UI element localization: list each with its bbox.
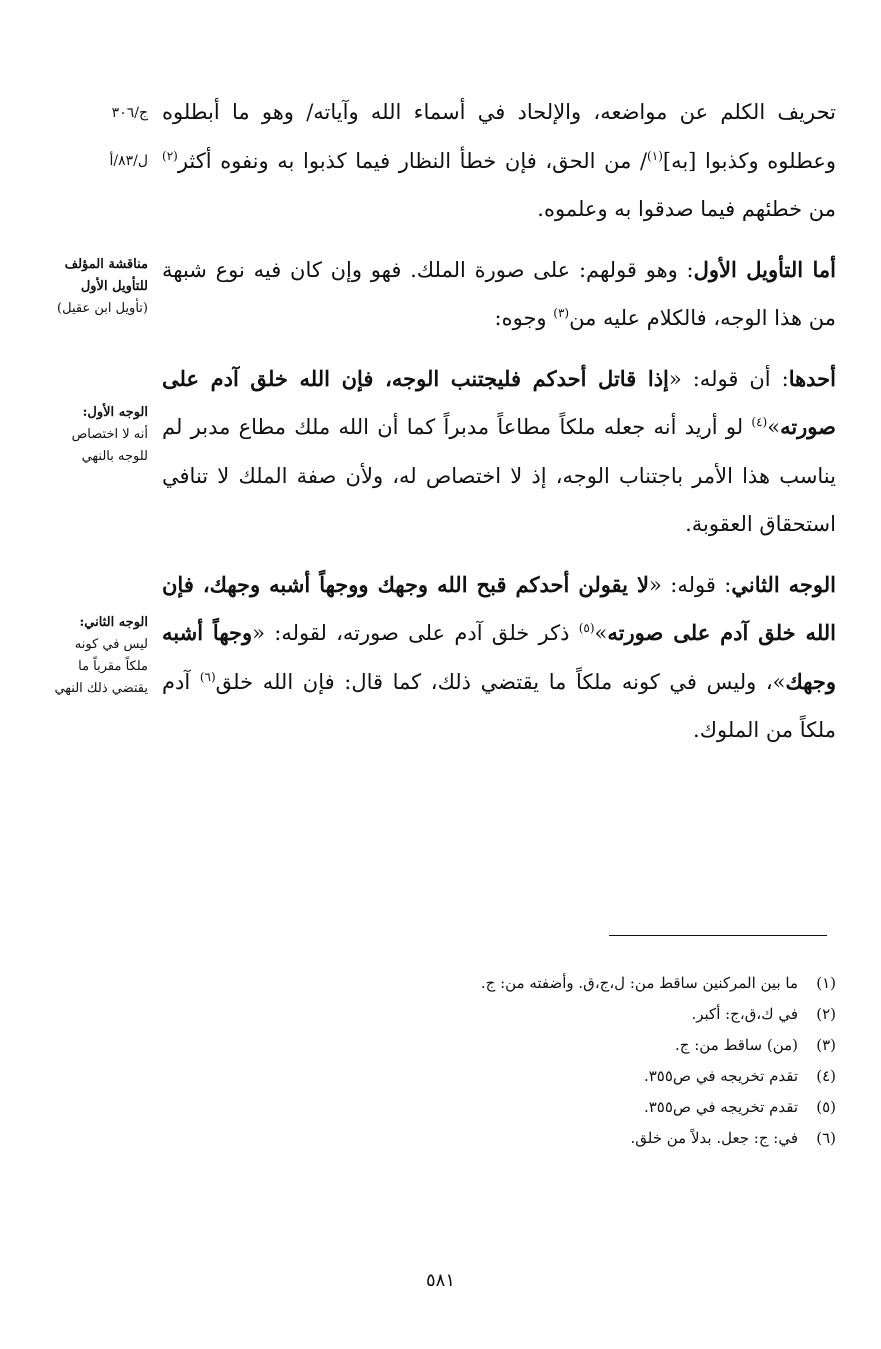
margin-ref-manuscript: ل/٨٣/أ: [109, 153, 148, 169]
text-run: آدم ملكاً من الملوك.: [162, 669, 836, 742]
text-run: : أن قوله: «: [668, 366, 789, 391]
footnotes: [116, 968, 836, 1154]
text-run: : قوله: «: [649, 572, 732, 597]
footnote-text: ما بين المركنين ساقط من: ل،ج،ق. وأضفته من: ج.: [480, 974, 798, 992]
margin-note-3: [50, 612, 148, 700]
footnote-item: [116, 1030, 836, 1061]
footnote-item: [116, 1092, 836, 1123]
margin-note-title: الوجه الأول:: [82, 405, 148, 420]
footnote-ref: (٤): [751, 415, 768, 429]
margin-note-body: أنه لا اختصاص للوجه بالنهي: [71, 427, 148, 464]
footnote-item: [116, 1123, 836, 1154]
footnote-number: (١): [816, 974, 836, 992]
footnote-number: (٤): [816, 1067, 836, 1085]
paragraph-second-aspect: [162, 561, 836, 755]
footnote-divider: [609, 935, 827, 936]
footnote-text: في ك،ق،ج: أكبر.: [691, 1005, 798, 1023]
text-run: »، وليس في كونه ملكاً ما يقتضي ذلك، كما قال: فإن الله خلق: [215, 669, 786, 694]
footnote-number: (٢): [816, 1005, 836, 1023]
text-run: وجوه:: [494, 306, 554, 330]
text-run: : وهو قولهم: على صورة الملك. فهو وإن كان فيه نوع شبهة من هذا الوجه، فالكلام عليه من: [162, 257, 836, 330]
footnote-item: [116, 968, 836, 999]
main-text: [162, 88, 836, 755]
text-run: من خطئهم فيما صدقوا به وعلموه.: [537, 197, 836, 221]
footnote-number: (٥): [816, 1098, 836, 1116]
hadith-quote: إذا قاتل أحدكم فليجتنب الوجه، فإن الله خلق آدم على صورته: [162, 365, 836, 439]
footnote-ref: (٢): [162, 148, 178, 163]
footnote-text: تقدم تخريجه في ص٣٥٥.: [643, 1067, 798, 1085]
footnote-ref: (٣): [553, 306, 570, 320]
paragraph-lead: أحدها: [788, 365, 836, 391]
margin-note-title: مناقشة المؤلف للتأويل الأول: [64, 257, 148, 294]
paragraph-intro: [162, 88, 836, 234]
text-run: ذكر خلق آدم على صورته، لقوله: «: [252, 621, 579, 645]
footnote-ref: (٥): [578, 621, 595, 635]
footnote-item: [116, 999, 836, 1030]
footnote-item: [116, 1061, 836, 1092]
footnote-text: في: ج: جعل. بدلاً من خلق.: [630, 1129, 798, 1147]
footnote-number: (٦): [816, 1129, 836, 1147]
footnote-number: (٣): [816, 1036, 836, 1054]
text-run: / من الحق، فإن خطأ النظار فيما كذبوا به ونفوه أكثر: [177, 148, 648, 173]
paragraph-first-interpretation: [162, 246, 836, 343]
text-run: »: [594, 621, 608, 645]
paragraph-lead: الوجه الثاني: [731, 571, 836, 597]
margin-ref-volume: ج/٣٠٦: [111, 105, 148, 121]
paragraph-lead: أما التأويل الأول: [693, 256, 836, 282]
margin-note-1: [50, 254, 148, 320]
margin-note-title: الوجه الثاني:: [79, 615, 148, 630]
margin-note-2: [50, 402, 148, 468]
hadith-quote: وجهاً أشبه وجهك: [162, 620, 836, 694]
paragraph-first-aspect: [162, 355, 836, 549]
text-run: »: [767, 415, 781, 439]
text-run: تحريف الكلم عن مواضعه، والإلحاد في أسماء الله وآياته/ وهو ما أبطلوه وعطلوه وكذبوا [به]: [162, 100, 837, 173]
margin-note-body: ليس في كونه ملكاً مقرباً ما يقتضي ذلك النهي: [54, 637, 148, 696]
footnote-ref: (٦): [199, 669, 216, 684]
footnote-text: (من) ساقط من: ج.: [675, 1036, 798, 1054]
margin-note-body: (تأويل ابن عقيل): [57, 301, 148, 316]
footnote-text: تقدم تخريجه في ص٣٥٥.: [643, 1098, 798, 1116]
text-run: لو أريد أنه جعله ملكاً مطاعاً مدبراً كما أن الله ملك مطاع مدبر لم يناسب هذا الأمر باجتناب الوجه، إذ لا اختصاص له، ولأن صفة الملك لا تنافي استحقاق العقوبة.: [162, 415, 836, 536]
page-number: ٥٨١: [425, 1270, 455, 1291]
hadith-quote: لا يقولن أحدكم قبح الله وجهك ووجهاً أشبه وجهك، فإن الله خلق آدم على صورته: [162, 571, 837, 645]
footnote-ref: (١): [647, 148, 663, 163]
